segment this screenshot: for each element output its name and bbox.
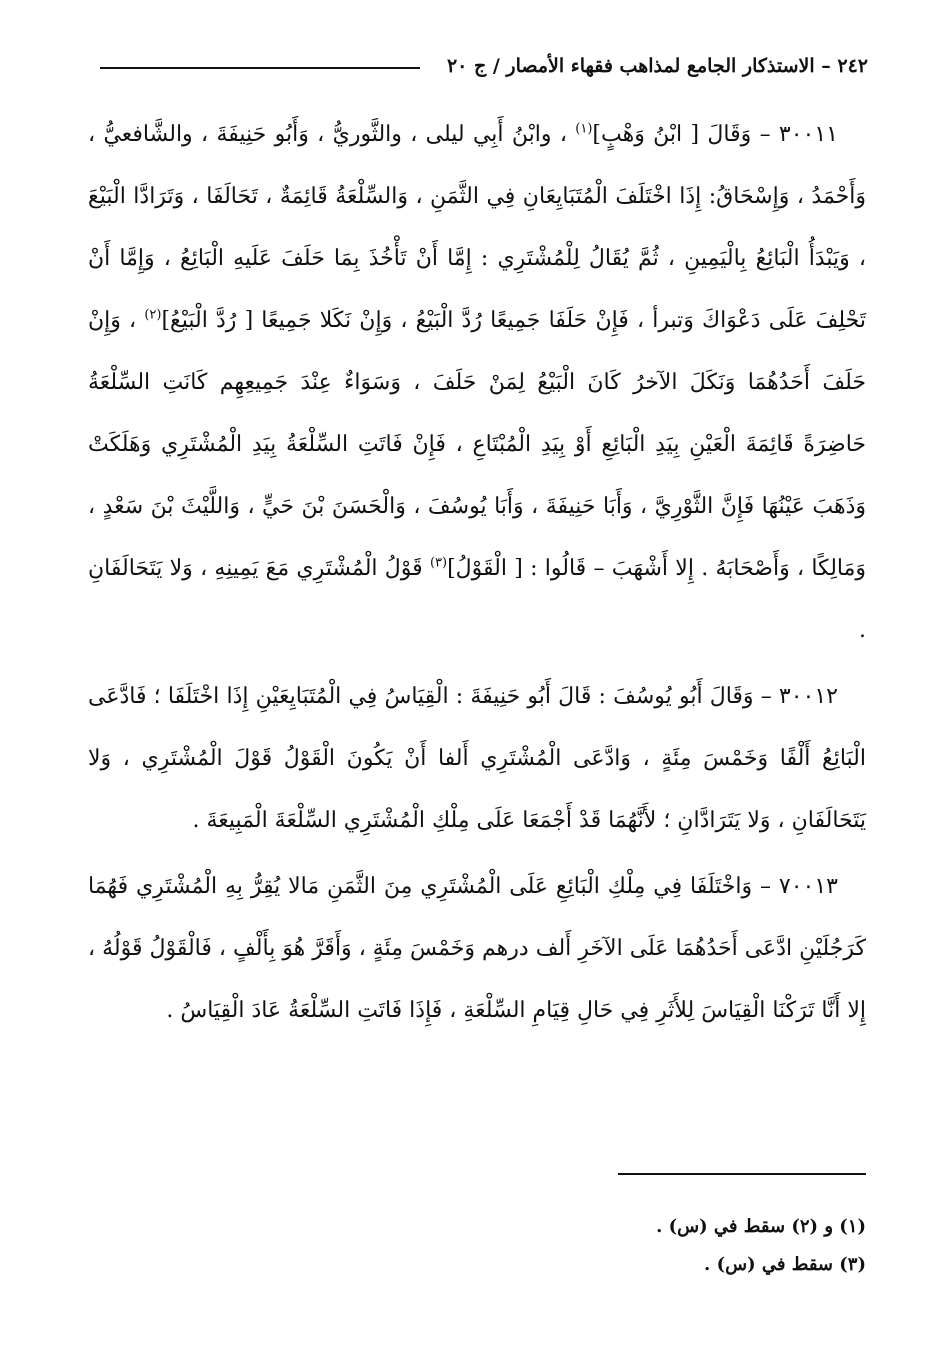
running-header-title: ٢٤٢ – الاستذكار الجامع لمذاهب فقهاء الأمصار / ج ٢٠ bbox=[446, 55, 868, 77]
footnote-separator bbox=[618, 1173, 866, 1175]
paragraph-text: قَوْلُ الْمُشْتَرِي مَعَ يَمِينِهِ ، وَلا يَتَحَالَفَانِ . bbox=[88, 556, 866, 643]
paragraph bbox=[88, 856, 866, 1042]
main-text bbox=[88, 104, 866, 1042]
paragraph-number: ٣٠٠١١ bbox=[778, 122, 838, 147]
paragraph bbox=[88, 666, 866, 852]
footnote-reference: (١) bbox=[575, 121, 593, 137]
footnotes bbox=[88, 1208, 866, 1284]
paragraph-text: – وَقَالَ أَبُو يُوسُفَ : قَالَ أَبُو حَنِيفَةَ : الْقِيَاسُ فِي الْمُتَبَايِعَيْنِ إِذَا اخْتَلَفَا ؛ فَادَّعَى الْبَائِعُ أَلْفًا وَخَمْسَ مِئَةٍ ، وَادَّعَى الْمُشْتَرِي أَلفا أَنْ يَكُونَ الْقَوْلُ قَوْلَ الْمُشْتَرِي ، وَلا يَتَحَالَفَانِ ، وَلا يَتَرَادَّانِ ؛ لأَنَّهُمَا قَدْ أَجْمَعَا عَلَى مِلْكِ الْمُشْتَرِي السِّلْعَةَ الْمَبِيعَةَ . bbox=[88, 684, 866, 833]
footnote-1: (١) و (٢) سقط في (س) . bbox=[656, 1216, 866, 1237]
paragraph bbox=[88, 104, 866, 662]
paragraph-number: ٣٠٠١٢ bbox=[778, 684, 838, 709]
paragraph-text: – وَاخْتَلَفَا فِي مِلْكِ الْبَائِعِ عَلَى الْمُشْتَرِي مِنَ الثَّمَنِ مَالا يُقِرُّ بِهِ الْمُشْتَرِي فَهُمَا كَرَجُلَيْنِ ادَّعَى أَحَدُهُمَا عَلَى الآخَرِ أَلف درهم وَخَمْسَ مِئَةٍ ، وَأَقَرَّ هُوَ بِأَلْفٍ ، فَالْقَوْلُ قَوْلُهُ ، إِلا أَنَّا تَرَكْنَا الْقِيَاسَ لِلأَثَرِ فِي حَالِ قِيَامِ السِّلْعَةِ ، فَإِذَا فَاتَتِ السِّلْعَةُ عَادَ الْقِيَاسُ . bbox=[88, 874, 866, 1023]
paragraph-text: ، وابْنُ أَبِي ليلى ، والثَّوريُّ ، وَأَبُو حَنِيفَةَ ، والشَّافعيُّ ، وَأَحْمَدُ ، وَإِسْحَاقُ: إِذَا اخْتَلَفَ الْمُتَبَايِعَانِ فِي الثَّمَنِ ، وَالسِّلْعَةُ قَائِمَةٌ ، تَحَالَفَا ، وَتَرَادَّا الْبَيْعَ ، وَيَبْدَأُ الْبَائِعُ بِالْيَمِينِ ، ثُمَّ يُقَالُ لِلْمُشْتَرِي : إِمَّا أَنْ تَأْخُذَ بِمَا حَلَفَ عَلَيهِ الْبَائِعُ ، وَإِمَّا أَنْ تَحْلِفَ عَلَى دَعْوَاكَ وَتبرأ ، فَإِنْ حَلَفَا جَمِيعًا رُدَّ الْبَيْعُ ، وَإِنْ نَكَلا جَمِيعًا [ رُدَّ الْبَيْعُ] bbox=[88, 122, 866, 333]
page-header bbox=[100, 50, 868, 90]
paragraph-number: ٧٠٠١٣ bbox=[778, 874, 838, 899]
footnote-reference: (٢) bbox=[144, 307, 162, 323]
paragraph-text: – وَقَالَ [ ابْنُ وَهْبٍ] bbox=[592, 122, 779, 147]
header-rule bbox=[100, 67, 420, 69]
footnote-reference: (٣) bbox=[429, 555, 448, 571]
paragraph-text: ، وَإِنْ حَلَفَ أَحَدُهُمَا وَنَكَلَ الآخرُ كَانَ الْبَيْعُ لِمَنْ حَلَفَ ، وَسَوَاءٌ عِنْدَ جَمِيعِهِم كَانَتِ السِّلْعَةُ حَاضِرَةً قَائِمَةَ الْعَيْنِ بِيَدِ الْبَائِعِ أَوْ بِيَدِ الْمُبْتَاعِ ، فَإِنْ فَاتَتِ السِّلْعَةُ بِيَدِ الْمُشْتَرِي وَهَلَكَتْ وَذَهَبَ عَيْنُهَا فَإِنَّ الثَّوْرِيَّ ، وَأَبَا حَنِيفَةَ ، وَأَبَا يُوسُفَ ، وَالْحَسَنَ بْنَ حَيٍّ ، وَاللَّيْثَ بْنَ سَعْدٍ ، وَمَالِكًا ، وَأَصْحَابَهُ . إِلا أَشْهَبَ – قَالُوا : [ الْقَوْلُ] bbox=[88, 308, 867, 581]
footnote-2: (٣) سقط في (س) . bbox=[704, 1254, 866, 1275]
